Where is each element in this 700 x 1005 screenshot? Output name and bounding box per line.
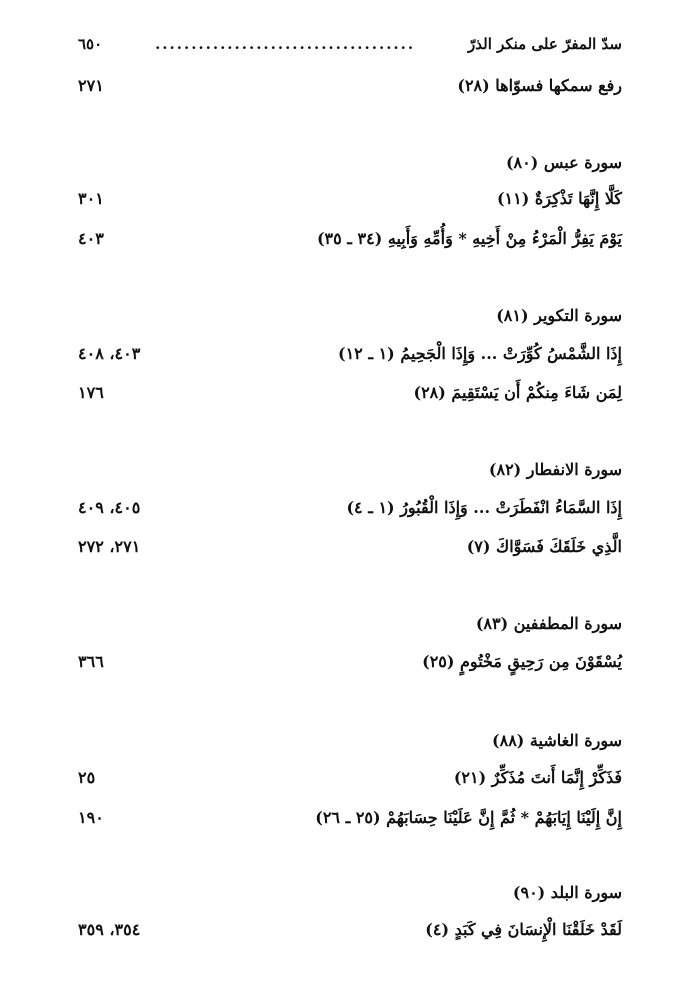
surah-heading: سورة التكوير (٨١) <box>496 305 622 325</box>
verse-text: إِنَّ إِلَيْنَا إِيَابَهُمْ * ثُمَّ إِنَّ عَلَيْنَا حِسَابَهُمْ (٢٥ ـ ٢٦) <box>315 807 622 827</box>
page-reference: ٢٥ <box>78 767 96 787</box>
header-title: سدّ المفرّ على منكر الذرّ <box>468 35 622 53</box>
verse-text: الَّذِي خَلَقَكَ فَسَوَّاكَ (٧) <box>466 536 622 556</box>
index-entry <box>78 762 622 792</box>
verse-text: إِذَا الشَّمْسُ كُوِّرَتْ ... وَإِذَا الْجَحِيمُ (١ ـ ١٢) <box>337 343 622 363</box>
page-reference: ٤٠٥، ٤٠٩ <box>78 497 141 517</box>
index-entry <box>78 377 622 407</box>
page-reference: ١٩٠ <box>78 807 104 827</box>
index-entry <box>78 338 622 368</box>
verse-text: يُسْقَوْنَ مِن رَحِيقٍ مَخْتُومٍ (٢٥) <box>422 651 622 671</box>
index-entry <box>78 70 622 100</box>
surah-heading: سورة المطففين (٨٣) <box>475 613 622 633</box>
page-reference: ١٧٦ <box>78 382 104 402</box>
surah-heading: سورة الانفطار (٨٢) <box>488 459 622 479</box>
running-header <box>78 30 622 58</box>
page-reference: ٣٦٦ <box>78 651 104 671</box>
index-entry <box>78 802 622 832</box>
page-reference: ٤٠٣، ٤٠٨ <box>78 343 141 363</box>
index-entry <box>78 223 622 253</box>
page-reference: ٤٠٣ <box>78 228 104 248</box>
verse-text: يَوْمَ يَفِرُّ الْمَرْءُ مِنْ أَخِيهِ * وَأُمِّهِ وَأَبِيهِ (٣٤ ـ ٣٥) <box>316 228 622 248</box>
verse-text: إِذَا السَّمَاءُ انْفَطَرَتْ ... وَإِذَا الْقُبُورُ (١ ـ ٤) <box>346 497 622 517</box>
page-reference: ٢٧١ <box>78 75 104 95</box>
surah-heading: سورة البلد (٩٠) <box>512 882 622 902</box>
header-leader-dots: .................................... <box>155 35 416 53</box>
verse-text: لَقَدْ خَلَقْنَا الْإِنسَانَ فِي كَبَدٍ (٤) <box>425 919 622 939</box>
page-reference: ٢٧١، ٢٧٢ <box>78 536 141 556</box>
verse-text: رفع سمكها فسوّاها (٢٨) <box>457 75 622 95</box>
page-reference: ٣٥٤، ٣٥٩ <box>78 919 141 939</box>
index-entry <box>78 646 622 676</box>
index-entry <box>78 183 622 213</box>
surah-heading: سورة الغاشية (٨٨) <box>492 730 622 750</box>
verse-text: فَذَكِّرْ إِنَّمَا أَنتَ مُذَكِّرٌ (٢١) <box>453 767 622 787</box>
index-entry <box>78 531 622 561</box>
verse-text: كَلَّا إِنَّهَا تَذْكِرَةٌ (١١) <box>496 188 622 208</box>
surah-heading: سورة عبس (٨٠) <box>505 152 622 172</box>
index-entry <box>78 492 622 522</box>
page-number: ٦٥٠ <box>78 35 103 53</box>
index-entry <box>78 914 622 944</box>
page-reference: ٣٠١ <box>78 188 104 208</box>
verse-text: لِمَن شَاءَ مِنكُمْ أَن يَسْتَقِيمَ (٢٨) <box>413 382 622 402</box>
